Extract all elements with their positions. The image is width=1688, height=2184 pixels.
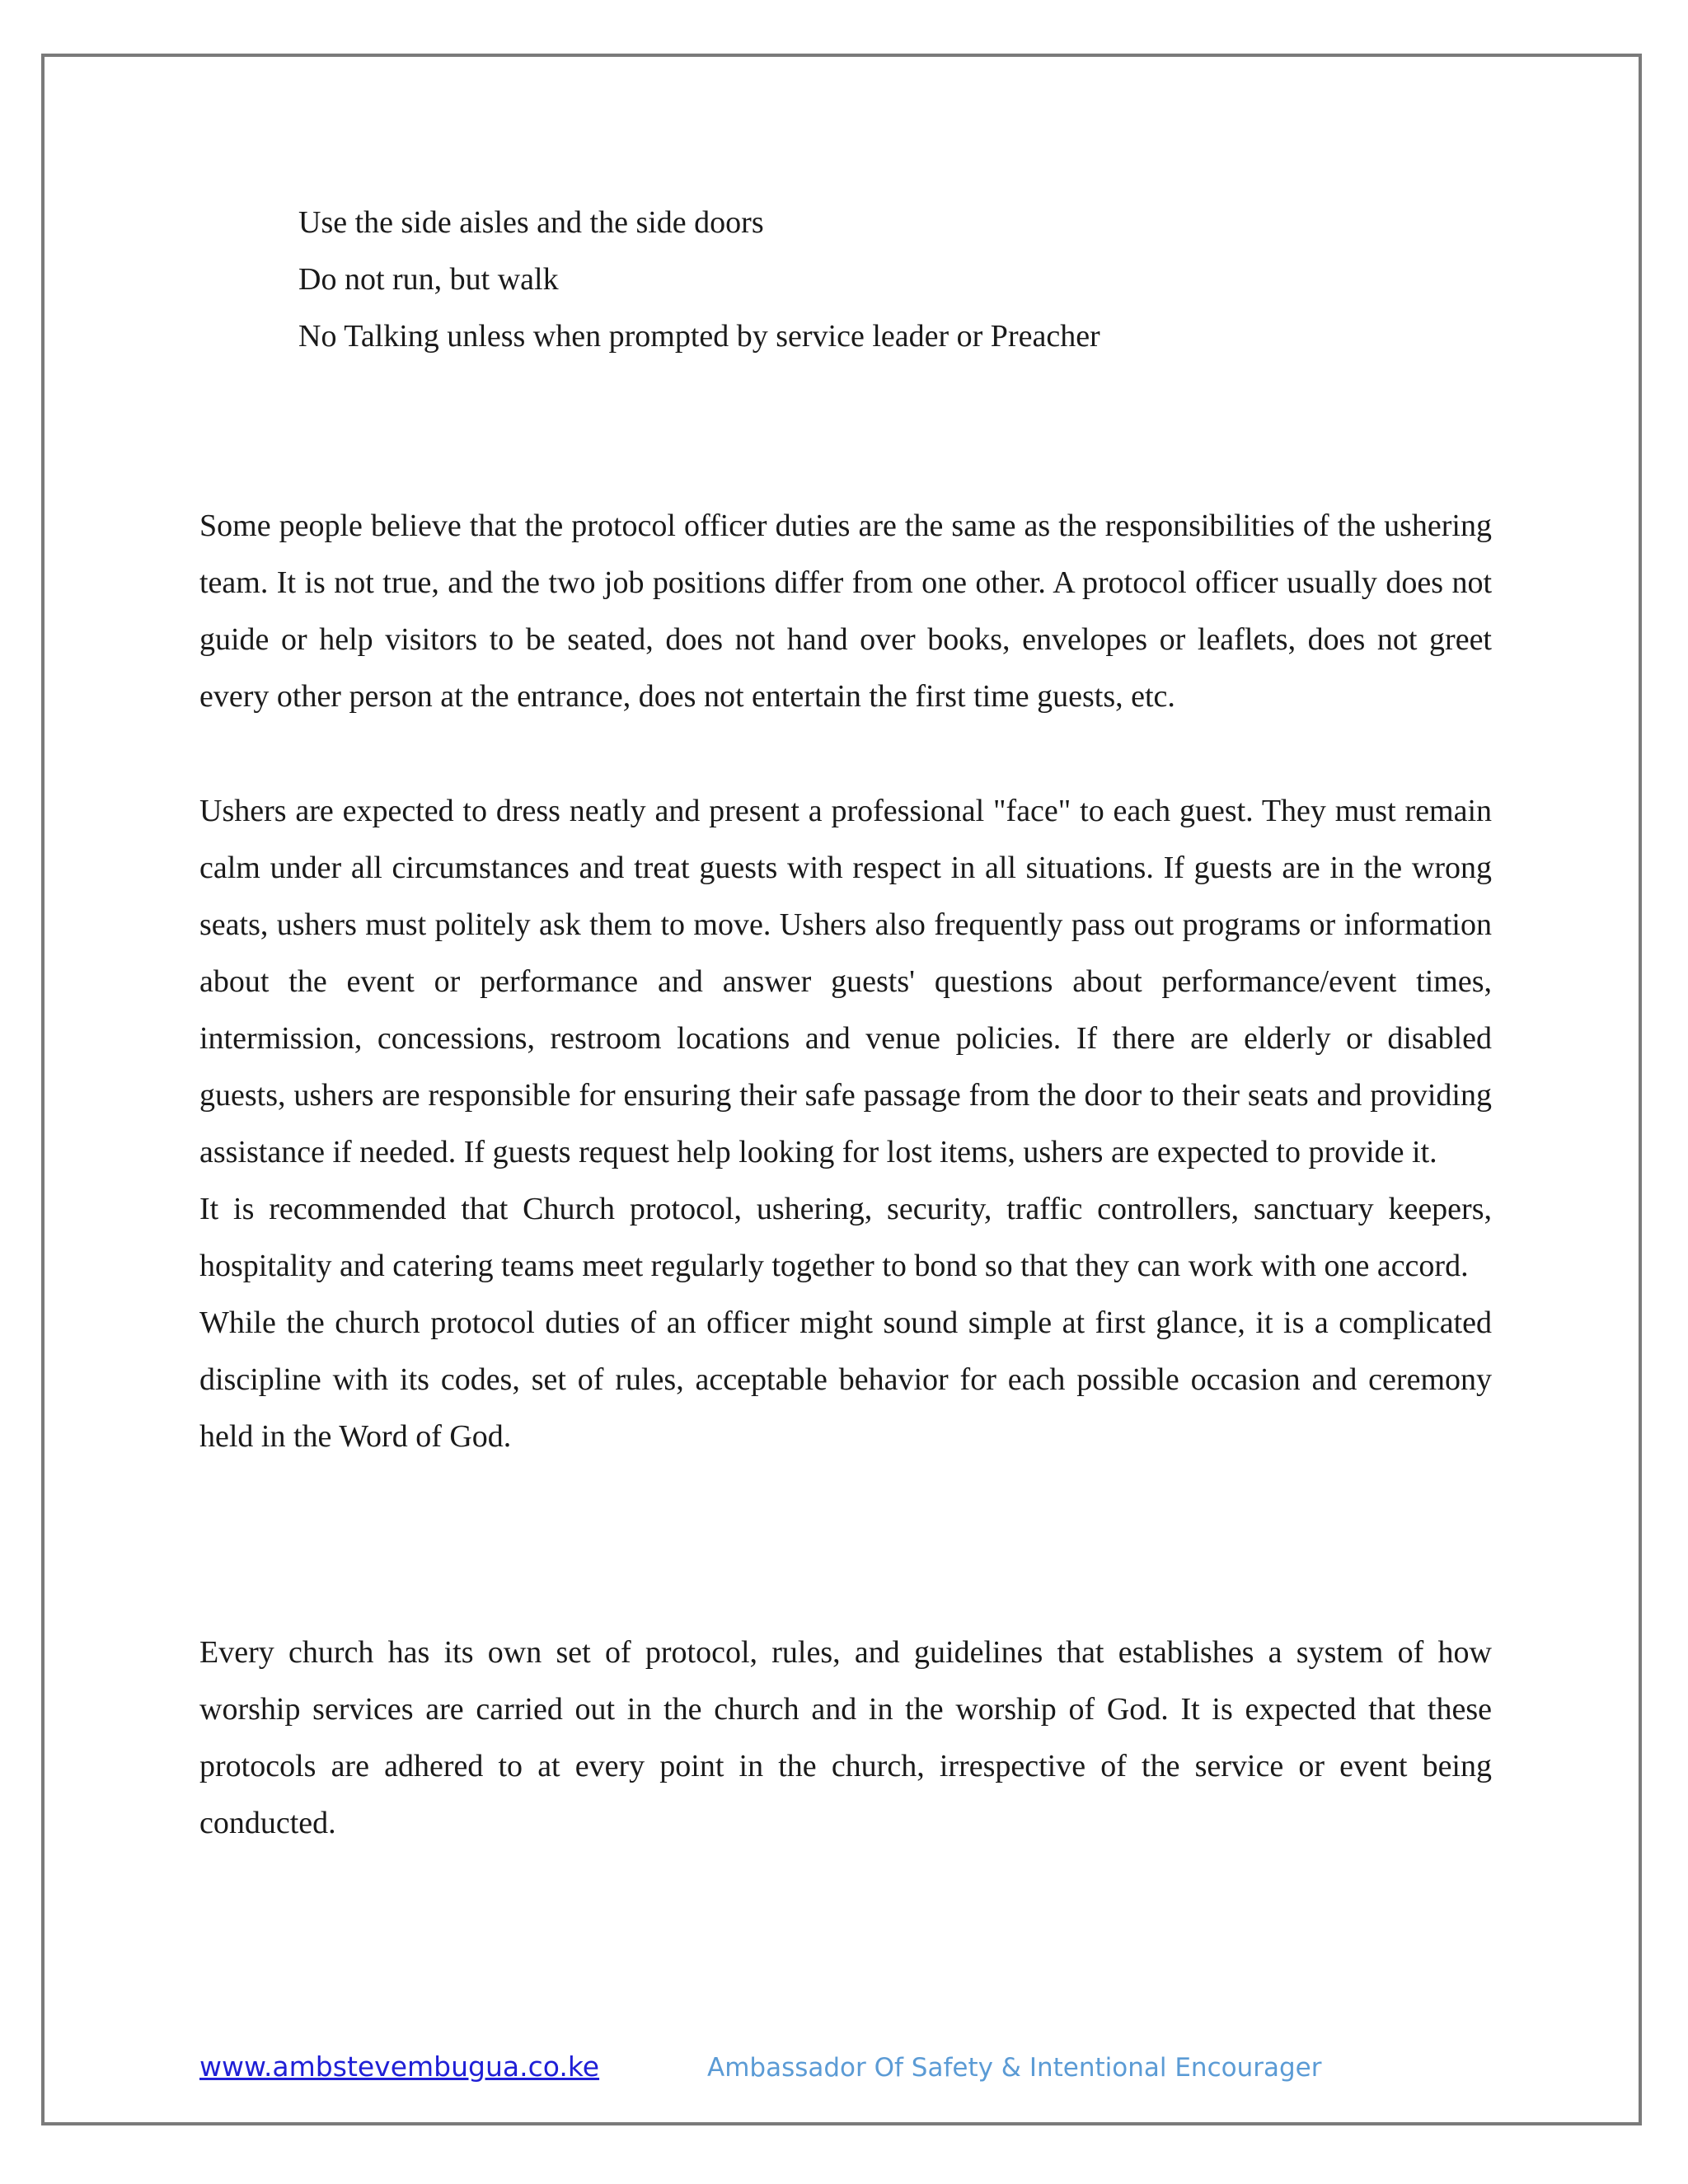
website-link[interactable]: www.ambstevembugua.co.ke <box>199 2050 600 2083</box>
instruction-list <box>298 194 1452 365</box>
instruction-item: Do not run, but walk <box>298 262 559 297</box>
paragraph-ushers-duties: Ushers are expected to dress neatly and present a professional "face" to each guest. They must remain calm under all circumstances and treat guests with respect in all situations. If guests are in the wrong seats, ushers must politely ask them to move. Ushers also frequently pass out programs or information about the event or performance and answer guests' questions about performance/event times, intermission, concessions, restroom locations and venue policies. If there are elderly or disabled guests, ushers are responsible for ensuring their safe passage from the door to their seats and providing assistance if needed. If guests request help looking for lost items, ushers are expected to provide it. <box>199 794 1492 1169</box>
paragraph-church-protocol <box>199 1624 1492 1852</box>
instruction-item: Use the side aisles and the side doors <box>298 205 764 240</box>
paragraph-teams-bond: It is recommended that Church protocol, ushering, security, traffic controllers, sanctuary keepers, hospitality and catering teams meet regularly together to bond so that they can work with one accord. <box>199 1192 1492 1283</box>
paragraph-group-ushers <box>199 783 1492 1465</box>
paragraph-protocol-vs-ushering <box>199 498 1492 725</box>
paragraph-text: Every church has its own set of protocol, rules, and guidelines that establishes a system of how worship services are carried out in the church and in the worship of God. It is expected that these protocols are adhered to at every point in the church, irrespective of the service or event being conducted. <box>199 1635 1492 1840</box>
footer-tagline: Ambassador Of Safety & Intentional Encourager <box>707 2053 1322 2083</box>
paragraph-text: Some people believe that the protocol officer duties are the same as the responsibilities of the ushering team. It is not true, and the two job positions differ from one other. A protocol officer usually does not guide or help visitors to be seated, does not hand over books, envelopes or leaflets, does not greet every other person at the entrance, does not entertain the first time guests, etc. <box>199 509 1492 714</box>
paragraph-protocol-discipline: While the church protocol duties of an officer might sound simple at first glance, it is a complicated discipline with its codes, set of rules, acceptable behavior for each possible occasion and ceremony held in the Word of God. <box>199 1305 1492 1454</box>
instruction-item: No Talking unless when prompted by service leader or Preacher <box>298 319 1100 354</box>
